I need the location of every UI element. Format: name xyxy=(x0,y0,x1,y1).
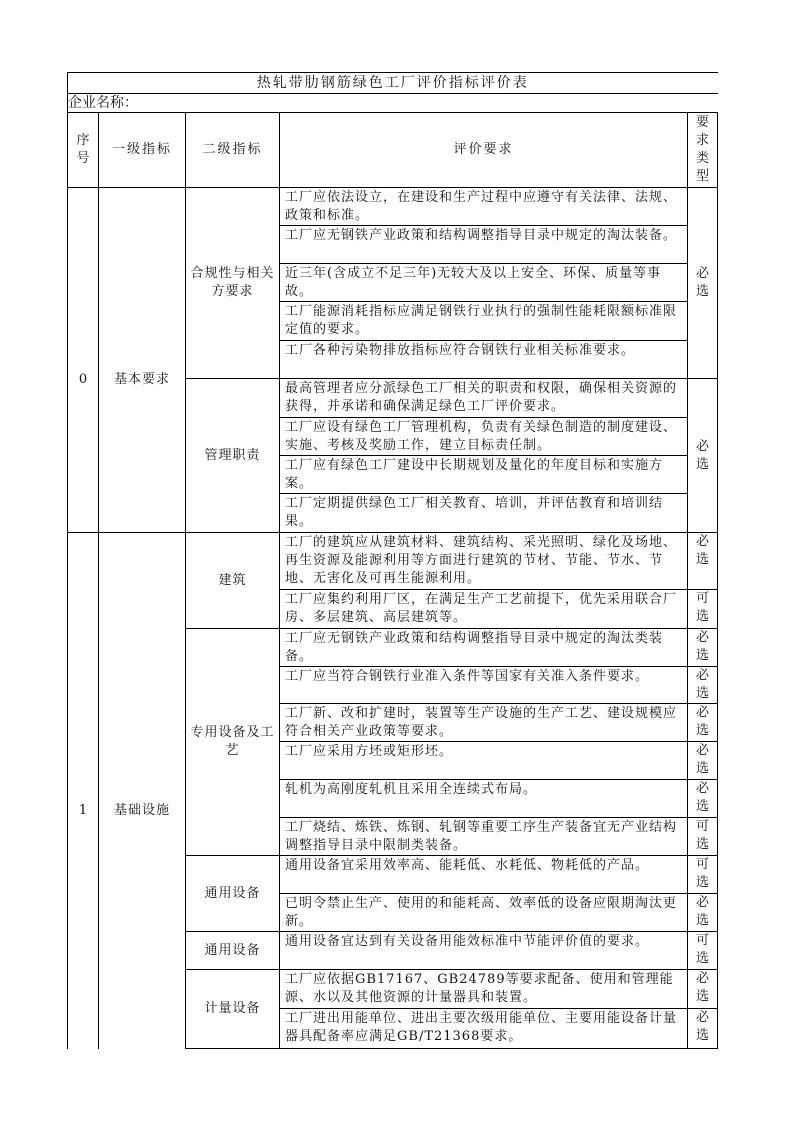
header-level2: 二级指标 xyxy=(186,113,280,188)
requirement-type: 必选 xyxy=(688,780,718,818)
section-number: 0 xyxy=(68,188,99,533)
header-requirement: 评价要求 xyxy=(280,113,688,188)
evaluation-table xyxy=(67,72,718,1049)
requirement-type: 必选 xyxy=(688,1009,718,1049)
requirement-text: 工厂应采用方坯或矩形坯。 xyxy=(280,742,688,780)
requirement-text: 工厂的建筑应从建筑材料、建筑结构、采光照明、绿化及场地、再生资源及能源利用等方面进行建筑的节材、节能、节水、节地、无害化及可再生能源利用。 xyxy=(280,533,688,590)
requirement-text: 工厂应无钢铁产业政策和结构调整指导目录中规定的淘汰类装备。 xyxy=(280,629,688,667)
requirement-type: 必选 xyxy=(688,894,718,932)
section-number: 1 xyxy=(68,533,99,1049)
requirement-text: 工厂应集约利用厂区，在满足生产工艺前提下，优先采用联合厂房、多层建筑、高层建筑等。 xyxy=(280,590,688,629)
requirement-text: 工厂应依法设立，在建设和生产过程中应遵守有关法律、法规、政策和标准。 xyxy=(280,188,688,226)
level2-indicator: 管理职责 xyxy=(186,379,280,533)
header-no: 序号 xyxy=(68,113,99,188)
requirement-text: 通用设备宜达到有关设备用能效标准中节能评价值的要求。 xyxy=(280,932,688,970)
requirement-text: 最高管理者应分派绿色工厂相关的职责和权限，确保相关资源的获得，并承诺和确保满足绿色工厂评价要求。 xyxy=(280,379,688,418)
table-row xyxy=(68,533,718,590)
requirement-type: 可选 xyxy=(688,590,718,629)
level1-indicator: 基础设施 xyxy=(99,533,186,1049)
requirement-text: 工厂定期提供绿色工厂相关教育、培训，并评估教育和培训结果。 xyxy=(280,494,688,533)
header-level1: 一级指标 xyxy=(99,113,186,188)
requirement-type: 必选 xyxy=(688,533,718,590)
requirement-type: 必选 xyxy=(688,188,718,379)
requirement-type: 必选 xyxy=(688,379,718,533)
requirement-text: 工厂新、改和扩建时，装置等生产设施的生产工艺、建设规模应符合相关产业政策等要求。 xyxy=(280,704,688,742)
level2-indicator: 建筑 xyxy=(186,533,280,629)
requirement-type: 可选 xyxy=(688,932,718,970)
requirement-text: 工厂各种污染物排放指标应符合钢铁行业相关标准要求。 xyxy=(280,341,688,379)
requirement-type: 必选 xyxy=(688,970,718,1009)
company-name-label: 企业名称： xyxy=(68,94,718,113)
level2-indicator: 通用设备 xyxy=(186,932,280,970)
requirement-text: 工厂应依据GB17167、GB24789等要求配备、使用和管理能源、水以及其他资源的计量器具和装置。 xyxy=(280,970,688,1009)
requirement-text: 工厂进出用能单位、进出主要次级用能单位、主要用能设备计量器具配备率应满足GB/T21368要求。 xyxy=(280,1009,688,1049)
table-row xyxy=(68,188,718,226)
requirement-type: 必选 xyxy=(688,629,718,667)
level2-indicator: 计量设备 xyxy=(186,970,280,1049)
requirement-text: 工厂应设有绿色工厂管理机构，负责有关绿色制造的制度建设、实施、考核及奖励工作，建立目标责任制。 xyxy=(280,418,688,456)
level2-indicator: 通用设备 xyxy=(186,856,280,932)
requirement-type: 可选 xyxy=(688,856,718,894)
requirement-type: 可选 xyxy=(688,818,718,856)
requirement-text: 工厂应无钢铁产业政策和结构调整指导目录中规定的淘汰装备。 xyxy=(280,226,688,264)
level2-indicator: 专用设备及工艺 xyxy=(186,629,280,856)
requirement-text: 工厂烧结、炼铁、炼钢、轧钢等重要工序生产装备宜无产业结构调整指导目录中限制类装备。 xyxy=(280,818,688,856)
level2-indicator: 合规性与相关方要求 xyxy=(186,188,280,379)
header-type: 要求类型 xyxy=(688,113,718,188)
requirement-text: 已明令禁止生产、使用的和能耗高、效率低的设备应限期淘汰更新。 xyxy=(280,894,688,932)
requirement-type: 必选 xyxy=(688,742,718,780)
requirement-text: 工厂应当符合钢铁行业准入条件等国家有关准入条件要求。 xyxy=(280,667,688,704)
requirement-text: 工厂应有绿色工厂建设中长期规划及量化的年度目标和实施方案。 xyxy=(280,456,688,494)
requirement-text: 通用设备宜采用效率高、能耗低、水耗低、物耗低的产品。 xyxy=(280,856,688,894)
requirement-text: 工厂能源消耗指标应满足钢铁行业执行的强制性能耗限额标准限定值的要求。 xyxy=(280,302,688,341)
requirement-text: 近三年(含成立不足三年)无较大及以上安全、环保、质量等事故。 xyxy=(280,264,688,302)
requirement-type: 必选 xyxy=(688,667,718,704)
level1-indicator: 基本要求 xyxy=(99,188,186,533)
requirement-type: 必选 xyxy=(688,704,718,742)
requirement-text: 轧机为高刚度轧机且采用全连续式布局。 xyxy=(280,780,688,818)
table-title: 热轧带肋钢筋绿色工厂评价指标评价表 xyxy=(68,73,718,94)
